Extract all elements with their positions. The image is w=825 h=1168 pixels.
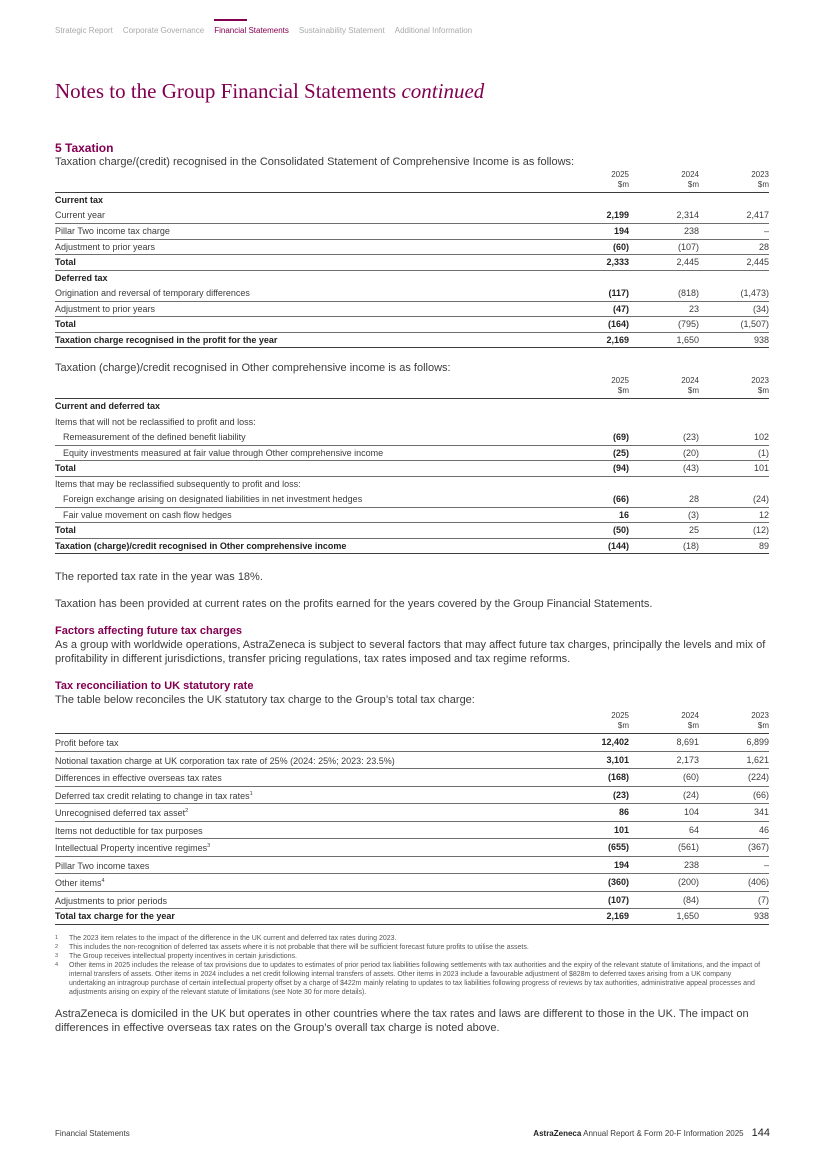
col-2025: 2025 $m	[611, 170, 629, 189]
taxation-charge-table	[55, 170, 769, 348]
table-grand-total-row: Taxation (charge)/credit recognised in Other comprehensive income (144) (18) 89	[55, 538, 769, 554]
page-footer	[55, 1127, 770, 1141]
table-total-row: Total (94) (43) 101	[55, 461, 769, 477]
footnote: 2 This includes the non-recognition of deferred tax assets where it is not probable that there will be sufficient forecast future profits to utilise the assets.	[55, 943, 529, 951]
factors-paragraph: As a group with worldwide operations, AstraZeneca is subject to several factors that may affect future tax charges, principally the levels and mix of profitability in different jurisdictions, transfer pricing regulations, tax rates imposed and tax regime reforms.	[55, 639, 766, 665]
footnote: 3 The Group receives intellectual property incentives in certain jurisdictions.	[55, 952, 297, 960]
table-row: Adjustments to prior periods (107) (84) (7)	[55, 891, 769, 909]
col-2025: 2025 $m	[611, 376, 629, 395]
page-title	[55, 79, 484, 104]
page-number: 144	[751, 1127, 770, 1139]
table-total-row: Total (164) (795) (1,507)	[55, 317, 769, 333]
col-2023: 2023 $m	[751, 711, 769, 730]
table-row: Current year 2,199 2,314 2,417	[55, 208, 769, 224]
col-2025: 2025 $m	[611, 711, 629, 730]
table-row: Items that will not be reclassified to profit and loss:	[55, 416, 256, 427]
col-2024: 2024 $m	[681, 711, 699, 730]
tax-reconciliation-table	[55, 711, 769, 925]
table2-intro: Taxation (charge)/credit recognised in Other comprehensive income is as follows:	[55, 362, 451, 374]
table-row: Other items$^4$ (360) (200) (406)	[55, 874, 769, 892]
section-heading: 5 Taxation	[55, 141, 114, 155]
table-row: Intellectual Property incentive regimes$^3$ (655) (561) (367)	[55, 839, 769, 857]
table-grand-total-row: Taxation charge recognised in the profit for the year 2,169 1,650 938	[55, 332, 769, 348]
table-row: Differences in effective overseas tax rates (168) (60) (224)	[55, 769, 769, 787]
table-row: Fair value movement on cash flow hedges 16 (3) 12	[55, 507, 769, 523]
table-total-row: Total (50) 25 (12)	[55, 523, 769, 539]
table-header-row	[55, 170, 769, 193]
footer-section: Financial Statements	[55, 1129, 130, 1138]
recon-intro: The table below reconciles the UK statutory tax charge to the Group’s total tax charge:	[55, 694, 475, 706]
table-header-row	[55, 711, 769, 734]
nav-sustainability-statement[interactable]: Sustainability Statement	[298, 26, 385, 35]
table-row: Adjustment to prior years (60) (107) 28	[55, 239, 769, 255]
col-2023: 2023 $m	[751, 376, 769, 395]
table-grand-total-row: Total tax charge for the year 2,169 1,650 938	[55, 909, 769, 925]
nav-strategic-report[interactable]: Strategic Report	[55, 26, 113, 35]
table-row: Unrecognised deferred tax asset$^2$ 86 104 341	[55, 804, 769, 822]
nav-financial-statements[interactable]: Financial Statements	[214, 26, 289, 35]
col-2023: 2023 $m	[751, 170, 769, 189]
table-row: Pillar Two income taxes 194 238 –	[55, 856, 769, 874]
recon-heading: Tax reconciliation to UK statutory rate	[55, 680, 254, 692]
col-2024: 2024 $m	[681, 376, 699, 395]
footnote: 4 Other items in 2025 includes the release of tax provisions due to updates to estimates of prior period tax liabilities following settlements with tax authorities and the expiry of the relevant statute of limitations, and the impact of internal transfers of assets. Other items in 2024 includes a net credit following internal transfers of assets. Other items in 2023 include a favourable adjustment of $828m to deferred taxes arising from a UK company undertaking an intragroup purchase of certain intellectual property offset by a charge of $422m mainly relating to updates to tax liabilities following progress of reviews by tax authorities, administrative appeal processes and adjustments arising on expiry of the relevant statute of limitations (see Note 30 for more details).	[55, 961, 761, 996]
provision-paragraph: Taxation has been provided at current rates on the profits earned for the years covered by the Group Financial Statements.	[55, 598, 653, 610]
table-row: Foreign exchange arising on designated liabilities in net investment hedges (66) 28 (24)	[55, 492, 769, 508]
table-row: Deferred tax	[55, 272, 108, 283]
nav-corporate-governance[interactable]: Corporate Governance	[122, 26, 205, 35]
table-row: Equity investments measured at fair value through Other comprehensive income (25) (20) (1)	[55, 445, 769, 461]
table-row: Current and deferred tax	[55, 401, 161, 412]
table1-intro: Taxation charge/(credit) recognised in the Consolidated Statement of Comprehensive Income is as follows:	[55, 156, 575, 168]
tax-rate-paragraph: The reported tax rate in the year was 18%.	[55, 571, 263, 583]
table-row: Profit before tax 12,402 8,691 6,899	[55, 734, 769, 752]
closing-paragraph: AstraZeneca is domiciled in the UK but operates in other countries where the tax rates and laws are different to those in the UK. The impact on differences in effective overseas tax rates on the Group’s overall tax charge is noted above.	[55, 1007, 749, 1034]
page-title-suffix: continued	[401, 79, 485, 103]
table-row: Current tax	[55, 195, 104, 206]
oci-tax-table	[55, 376, 769, 554]
main-content	[55, 141, 769, 1035]
table-row: Notional taxation charge at UK corporation tax rate of 25% (2024: 25%; 2023: 23.5%) 3,101 2,173 1,621	[55, 751, 769, 769]
page-title-main: Notes to the Group Financial Statements	[55, 79, 397, 103]
footnote: 1 The 2023 item relates to the impact of the difference in the UK current and deferred tax rates during 2023.	[55, 934, 397, 942]
factors-heading: Factors affecting future tax charges	[55, 625, 243, 637]
table-row: Remeasurement of the defined benefit liability (69) (23) 102	[55, 430, 769, 446]
footer-report-info: AstraZeneca Annual Report & Form 20-F Information 2025 144	[533, 1127, 770, 1139]
top-navigation	[55, 26, 770, 35]
table-total-row: Total 2,333 2,445 2,445	[55, 255, 769, 271]
table-row: Items not deductible for tax purposes 101 64 46	[55, 821, 769, 839]
footnotes	[55, 934, 769, 997]
table-row: Pillar Two income tax charge 194 238 –	[55, 224, 769, 240]
table-header-row	[55, 376, 769, 399]
table-row: Items that may be reclassified subsequently to profit and loss:	[55, 478, 301, 489]
table-row: Adjustment to prior years (47) 23 (34)	[55, 301, 769, 317]
table-row: Deferred tax credit relating to change in tax rates$^1$ (23) (24) (66)	[55, 786, 769, 804]
table-row: Origination and reversal of temporary differences (117) (818) (1,473)	[55, 286, 769, 302]
col-2024: 2024 $m	[681, 170, 699, 189]
nav-additional-information[interactable]: Additional Information	[394, 26, 473, 35]
